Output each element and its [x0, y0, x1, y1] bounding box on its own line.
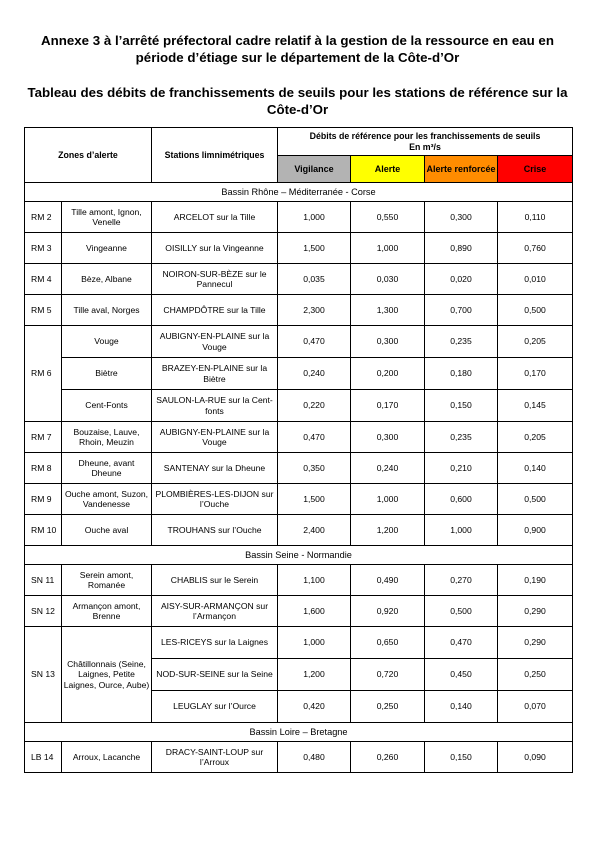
- value-alerte-renforcee: 0,210: [425, 453, 498, 484]
- value-crise: 0,760: [498, 233, 573, 264]
- station-name: LES-RICEYS sur la Laignes: [152, 627, 278, 659]
- zone-name: Ouche amont, Suzon, Vandenesse: [62, 484, 152, 515]
- value-vigilance: 0,035: [278, 264, 351, 295]
- zone-code: SN 13: [25, 627, 62, 723]
- zone-name: Armançon amont, Brenne: [62, 596, 152, 627]
- zone-name: Serein amont, Romanée: [62, 565, 152, 596]
- basin-name: Bassin Loire – Bretagne: [25, 723, 573, 742]
- table-row: [25, 422, 573, 453]
- value-crise: 0,090: [498, 742, 573, 773]
- value-vigilance: 0,470: [278, 422, 351, 453]
- value-vigilance: 1,200: [278, 659, 351, 691]
- document-title: Annexe 3 à l’arrêté préfectoral cadre relatif à la gestion de la ressource en eau en période d’étiage sur le département de la Côte-d’Or: [41, 33, 554, 65]
- value-alerte: 0,720: [351, 659, 425, 691]
- value-vigilance: 1,000: [278, 627, 351, 659]
- value-alerte: 1,000: [351, 484, 425, 515]
- value-alerte-renforcee: 0,890: [425, 233, 498, 264]
- zone-name: Tille aval, Norges: [62, 295, 152, 326]
- value-crise: 0,010: [498, 264, 573, 295]
- basin-name: Bassin Seine - Normandie: [25, 546, 573, 565]
- basin-row: [25, 183, 573, 202]
- value-crise: 0,205: [498, 326, 573, 358]
- zone-code: SN 11: [25, 565, 62, 596]
- station-name: ARCELOT sur la Tille: [152, 202, 278, 233]
- zone-name: Ouche aval: [62, 515, 152, 546]
- zone-code: RM 10: [25, 515, 62, 546]
- value-alerte: 1,000: [351, 233, 425, 264]
- value-alerte: 0,550: [351, 202, 425, 233]
- value-vigilance: 0,470: [278, 326, 351, 358]
- zone-code: RM 5: [25, 295, 62, 326]
- value-alerte-renforcee: 0,300: [425, 202, 498, 233]
- value-alerte: 0,920: [351, 596, 425, 627]
- value-alerte-renforcee: 0,500: [425, 596, 498, 627]
- value-vigilance: 1,100: [278, 565, 351, 596]
- table-row: [25, 390, 573, 422]
- station-name: NOIRON-SUR-BÈZE sur le Pannecul: [152, 264, 278, 295]
- value-crise: 0,250: [498, 659, 573, 691]
- value-alerte-renforcee: 0,450: [425, 659, 498, 691]
- header-zones: Zones d’alerte: [25, 128, 152, 183]
- station-name: SAULON-LA-RUE sur la Cent-fonts: [152, 390, 278, 422]
- value-alerte-renforcee: 0,020: [425, 264, 498, 295]
- value-crise: 0,140: [498, 453, 573, 484]
- station-name: AISY-SUR-ARMANÇON sur l’Armançon: [152, 596, 278, 627]
- table-row: [25, 565, 573, 596]
- value-alerte: 0,200: [351, 358, 425, 390]
- table-row: [25, 742, 573, 773]
- table-title: Tableau des débits de franchissements de seuils pour les stations de référence sur la Côte-d’Or: [27, 85, 568, 117]
- station-name: SANTENAY sur la Dheune: [152, 453, 278, 484]
- zone-name: Bouzaise, Lauve, Rhoin, Meuzin: [62, 422, 152, 453]
- zone-name: Tille amont, Ignon, Venelle: [62, 202, 152, 233]
- value-crise: 0,190: [498, 565, 573, 596]
- zone-code: RM 9: [25, 484, 62, 515]
- table-row: [25, 515, 573, 546]
- table-row: [25, 627, 573, 659]
- header-alerte-renforcee: Alerte renforcée: [425, 156, 498, 183]
- station-name: LEUGLAY sur l’Ource: [152, 691, 278, 723]
- zone-code: LB 14: [25, 742, 62, 773]
- header-debits-line1: Débits de référence pour les franchissements de seuils: [309, 131, 541, 141]
- value-alerte-renforcee: 0,150: [425, 742, 498, 773]
- zone-code: RM 4: [25, 264, 62, 295]
- value-vigilance: 0,220: [278, 390, 351, 422]
- table-row: [25, 295, 573, 326]
- value-crise: 0,205: [498, 422, 573, 453]
- value-alerte: 0,300: [351, 422, 425, 453]
- station-name: OISILLY sur la Vingeanne: [152, 233, 278, 264]
- table-row: [25, 484, 573, 515]
- value-alerte-renforcee: 0,700: [425, 295, 498, 326]
- station-name: AUBIGNY-EN-PLAINE sur la Vouge: [152, 326, 278, 358]
- zone-name: Bèze, Albane: [62, 264, 152, 295]
- value-alerte-renforcee: 0,235: [425, 326, 498, 358]
- zone-code: SN 12: [25, 596, 62, 627]
- station-name: PLOMBIÈRES-LES-DIJON sur l’Ouche: [152, 484, 278, 515]
- value-vigilance: 0,420: [278, 691, 351, 723]
- value-vigilance: 2,300: [278, 295, 351, 326]
- value-alerte: 0,250: [351, 691, 425, 723]
- value-alerte-renforcee: 0,235: [425, 422, 498, 453]
- value-alerte-renforcee: 0,180: [425, 358, 498, 390]
- header-stations: Stations limnimétriques: [152, 128, 278, 183]
- value-alerte-renforcee: 0,150: [425, 390, 498, 422]
- station-name: TROUHANS sur l’Ouche: [152, 515, 278, 546]
- value-crise: 0,500: [498, 484, 573, 515]
- station-name: CHABLIS sur le Serein: [152, 565, 278, 596]
- header-vigilance: Vigilance: [278, 156, 351, 183]
- value-crise: 0,110: [498, 202, 573, 233]
- value-alerte: 1,200: [351, 515, 425, 546]
- value-crise: 0,500: [498, 295, 573, 326]
- zone-code: RM 3: [25, 233, 62, 264]
- value-alerte: 0,260: [351, 742, 425, 773]
- thresholds-table: [24, 127, 573, 773]
- basin-row: [25, 723, 573, 742]
- zone-name: Cent-Fonts: [62, 390, 152, 422]
- value-vigilance: 1,500: [278, 484, 351, 515]
- value-vigilance: 1,500: [278, 233, 351, 264]
- station-name: CHAMPDÔTRE sur la Tille: [152, 295, 278, 326]
- value-crise: 0,145: [498, 390, 573, 422]
- value-alerte: 0,300: [351, 326, 425, 358]
- station-name: BRAZEY-EN-PLAINE sur la Biètre: [152, 358, 278, 390]
- station-name: AUBIGNY-EN-PLAINE sur la Vouge: [152, 422, 278, 453]
- value-vigilance: 1,000: [278, 202, 351, 233]
- basin-name: Bassin Rhône – Méditerranée - Corse: [25, 183, 573, 202]
- value-vigilance: 2,400: [278, 515, 351, 546]
- value-alerte-renforcee: 0,270: [425, 565, 498, 596]
- value-alerte: 0,650: [351, 627, 425, 659]
- zone-name: Arroux, Lacanche: [62, 742, 152, 773]
- basin-row: [25, 546, 573, 565]
- value-alerte-renforcee: 0,470: [425, 627, 498, 659]
- header-debits-unit: En m³/s: [409, 141, 441, 152]
- header-debits: [278, 128, 573, 156]
- zone-name: Vouge: [62, 326, 152, 358]
- table-row: [25, 358, 573, 390]
- value-crise: 0,170: [498, 358, 573, 390]
- value-alerte: 0,170: [351, 390, 425, 422]
- value-alerte-renforcee: 0,600: [425, 484, 498, 515]
- zone-code: RM 8: [25, 453, 62, 484]
- value-vigilance: 0,240: [278, 358, 351, 390]
- value-crise: 0,070: [498, 691, 573, 723]
- table-row: [25, 264, 573, 295]
- value-vigilance: 0,350: [278, 453, 351, 484]
- thresholds-table-body: [25, 183, 573, 773]
- value-crise: 0,290: [498, 596, 573, 627]
- zone-code: RM 2: [25, 202, 62, 233]
- value-vigilance: 1,600: [278, 596, 351, 627]
- value-alerte: 0,240: [351, 453, 425, 484]
- zone-name: Dheune, avant Dheune: [62, 453, 152, 484]
- value-alerte: 0,490: [351, 565, 425, 596]
- value-alerte: 1,300: [351, 295, 425, 326]
- value-crise: 0,900: [498, 515, 573, 546]
- table-row: [25, 233, 573, 264]
- value-vigilance: 0,480: [278, 742, 351, 773]
- value-alerte-renforcee: 1,000: [425, 515, 498, 546]
- value-alerte: 0,030: [351, 264, 425, 295]
- zone-code: RM 6: [25, 326, 62, 422]
- header-alerte: Alerte: [351, 156, 425, 183]
- value-alerte-renforcee: 0,140: [425, 691, 498, 723]
- table-row: [25, 326, 573, 358]
- zone-name: Biètre: [62, 358, 152, 390]
- zone-code: RM 7: [25, 422, 62, 453]
- zone-name: Châtillonnais (Seine, Laignes, Petite Laignes, Ource, Aube): [62, 627, 152, 723]
- value-crise: 0,290: [498, 627, 573, 659]
- table-row: [25, 453, 573, 484]
- table-row: [25, 202, 573, 233]
- header-crise: Crise: [498, 156, 573, 183]
- station-name: NOD-SUR-SEINE sur la Seine: [152, 659, 278, 691]
- table-row: [25, 596, 573, 627]
- station-name: DRACY-SAINT-LOUP sur l’Arroux: [152, 742, 278, 773]
- zone-name: Vingeanne: [62, 233, 152, 264]
